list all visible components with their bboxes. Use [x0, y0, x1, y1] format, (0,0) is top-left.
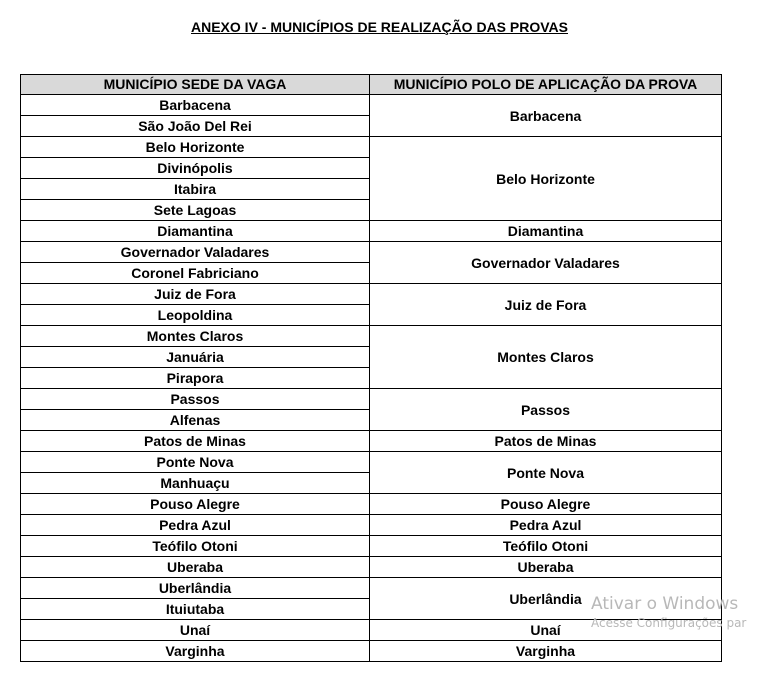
sede-cell: Governador Valadares — [21, 242, 370, 263]
table-row — [21, 221, 722, 242]
table-row — [21, 536, 722, 557]
table-body — [21, 95, 722, 662]
polo-cell: Pedra Azul — [370, 515, 722, 536]
polo-cell: Juiz de Fora — [370, 284, 722, 326]
table-row — [21, 494, 722, 515]
sede-cell: Manhuaçu — [21, 473, 370, 494]
sede-cell: São João Del Rei — [21, 116, 370, 137]
polo-cell: Governador Valadares — [370, 242, 722, 284]
table-row — [21, 557, 722, 578]
table-row — [21, 515, 722, 536]
sede-cell: Unaí — [21, 620, 370, 641]
header-polo: MUNICÍPIO POLO DE APLICAÇÃO DA PROVA — [370, 75, 722, 95]
municipios-table — [20, 74, 722, 662]
table-row — [21, 137, 722, 158]
sede-cell: Itabira — [21, 179, 370, 200]
polo-cell: Teófilo Otoni — [370, 536, 722, 557]
sede-cell: Teófilo Otoni — [21, 536, 370, 557]
sede-cell: Barbacena — [21, 95, 370, 116]
sede-cell: Pedra Azul — [21, 515, 370, 536]
table-row — [21, 326, 722, 347]
sede-cell: Diamantina — [21, 221, 370, 242]
polo-cell: Unaí — [370, 620, 722, 641]
header-sede: MUNICÍPIO SEDE DA VAGA — [21, 75, 370, 95]
sede-cell: Sete Lagoas — [21, 200, 370, 221]
sede-cell: Alfenas — [21, 410, 370, 431]
table-row — [21, 431, 722, 452]
polo-cell: Ponte Nova — [370, 452, 722, 494]
polo-cell: Varginha — [370, 641, 722, 662]
table-row — [21, 242, 722, 263]
polo-cell: Belo Horizonte — [370, 137, 722, 221]
sede-cell: Passos — [21, 389, 370, 410]
table-row — [21, 284, 722, 305]
windows-activation-watermark — [591, 594, 746, 630]
polo-cell: Uberaba — [370, 557, 722, 578]
watermark-line-1: Ativar o Windows — [591, 594, 739, 614]
sede-cell: Pouso Alegre — [21, 494, 370, 515]
watermark-line-2: Acesse Configurações par — [591, 616, 747, 630]
polo-cell: Passos — [370, 389, 722, 431]
sede-cell: Pirapora — [21, 368, 370, 389]
table-row — [21, 641, 722, 662]
sede-cell: Divinópolis — [21, 158, 370, 179]
polo-cell: Diamantina — [370, 221, 722, 242]
sede-cell: Varginha — [21, 641, 370, 662]
polo-cell: Patos de Minas — [370, 431, 722, 452]
sede-cell: Ponte Nova — [21, 452, 370, 473]
sede-cell: Ituiutaba — [21, 599, 370, 620]
polo-cell: Uberlândia — [370, 578, 722, 620]
sede-cell: Patos de Minas — [21, 431, 370, 452]
sede-cell: Uberaba — [21, 557, 370, 578]
sede-cell: Juiz de Fora — [21, 284, 370, 305]
table-row — [21, 95, 722, 116]
sede-cell: Belo Horizonte — [21, 137, 370, 158]
document-title: ANEXO IV - MUNICÍPIOS DE REALIZAÇÃO DAS PROVAS — [191, 19, 568, 35]
sede-cell: Montes Claros — [21, 326, 370, 347]
table-row — [21, 389, 722, 410]
polo-cell: Montes Claros — [370, 326, 722, 389]
sede-cell: Januária — [21, 347, 370, 368]
sede-cell: Uberlândia — [21, 578, 370, 599]
table-header-row — [21, 75, 722, 95]
sede-cell: Leopoldina — [21, 305, 370, 326]
sede-cell: Coronel Fabriciano — [21, 263, 370, 284]
polo-cell: Barbacena — [370, 95, 722, 137]
polo-cell: Pouso Alegre — [370, 494, 722, 515]
table-row — [21, 452, 722, 473]
